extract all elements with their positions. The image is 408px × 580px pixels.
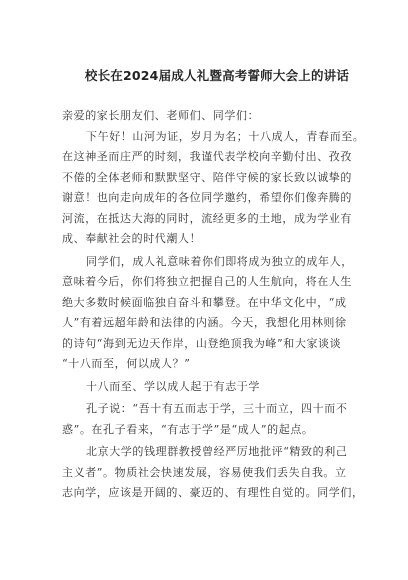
- document-title: 校长在2024届成人礼暨高考誓师大会上的讲话: [84, 68, 350, 83]
- section-heading: 十八而至、学以成人起于有志于学: [86, 379, 260, 393]
- paragraph-line: 下午好！山河为证，岁月为名；十八成人，青春而至。: [86, 129, 365, 143]
- paragraph-line: 人”有着远超年龄和法律的内涵。今天，我想化用林则徐: [62, 316, 347, 329]
- paragraph-line: 不倦的全体老师和默默坚守、陪伴守候的家长致以诚挚的: [62, 170, 352, 184]
- paragraph-line: 意味着今后，你们将独立把握自己的人生航向，将在人生: [62, 275, 352, 288]
- document-body: [62, 106, 372, 504]
- paragraph-line: 志向学，应该是开阔的、豪迈的、有理性自觉的。同学们，: [62, 486, 364, 499]
- paragraph-line: 北京大学的钱理群教授曾经严厉地批评“精致的利己: [86, 445, 348, 458]
- paragraph-line: 主义者”。物质社会快速发展，容易使我们丢失自我。立: [62, 465, 347, 479]
- paragraph-line: 河流，在抵达大海的同时，流经更多的土地，成为学业有: [62, 211, 352, 225]
- paragraph-line: 孔子说：“吾十有五而志于学，三十而立，四十而不: [86, 402, 348, 415]
- paragraph-line: 绝大多数时候面临独自奋斗和攀登。在中华文化中，“成: [62, 295, 347, 309]
- paragraph-line: 谢意！也向走向成年的各位同学邀约，希望你们像奔腾的: [62, 191, 352, 204]
- paragraph-line: 同学们，成人礼意味着你们即将成为独立的成年人，: [86, 254, 353, 268]
- salutation: 亲爱的家长朋友们、老师们、同学们：: [62, 109, 260, 122]
- paragraph-line: 惑”。在孔子看来，“有志于学”是“成人”的起点。: [62, 422, 314, 436]
- paragraph-line: 成、奉献社会的时代潮人！: [62, 232, 202, 245]
- paragraph-line: 在这神圣而庄严的时刻，我谨代表学校向辛勤付出、孜孜: [62, 150, 352, 163]
- paragraph-line: 的诗句“海到无边天作岸，山登绝顶我为峰”和大家谈谈: [62, 336, 342, 350]
- paragraph-line: “十八而至，何以成人？”: [62, 357, 191, 370]
